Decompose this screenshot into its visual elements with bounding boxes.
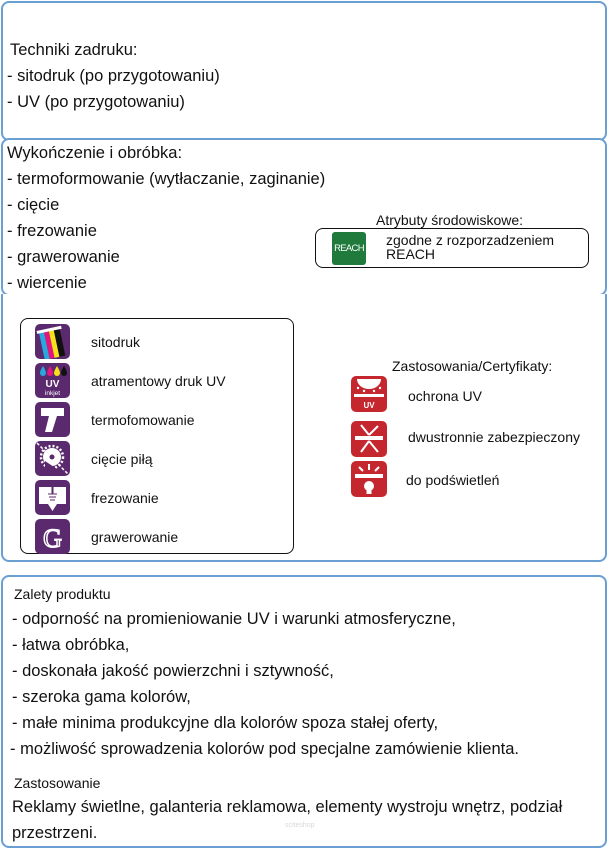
processing-icons-panel — [20, 318, 294, 554]
processing-label: cięcie piłą — [91, 451, 153, 467]
processing-label: frezowanie — [91, 490, 159, 506]
printing-item: - sitodruk (po przygotowaniu) — [7, 67, 220, 85]
advantage-item: - odporność na promieniowanie UV i warunki atmosferyczne, — [12, 610, 456, 628]
certificate-label: do podświetleń — [406, 472, 500, 488]
advantages-section — [1, 575, 607, 848]
processing-label: sitodruk — [91, 334, 141, 350]
reach-text — [386, 233, 554, 261]
advantage-item: - małe minima produkcyjne dla kolorów spoza stałej oferty, — [12, 714, 439, 732]
advantages-title: Zalety produktu — [14, 586, 111, 602]
uv-inkjet-icon — [35, 363, 70, 398]
uv-inkjet-icon-text: UV — [45, 379, 60, 390]
advantage-item: - doskonała jakość powierzchni i sztywność, — [12, 662, 334, 680]
application-title: Zastosowanie — [14, 775, 101, 791]
certificate-label: ochrona UV — [408, 388, 482, 404]
engraving-icon-text: G — [43, 524, 62, 553]
printing-techniques-section — [1, 1, 607, 141]
application-text-line2: przestrzeni. — [12, 824, 98, 842]
reach-logo-icon: REACH — [332, 232, 366, 265]
saw-cutting-icon — [35, 441, 70, 476]
printing-title: Techniki zadruku: — [10, 41, 138, 59]
uv-protection-icon-text: UV — [363, 401, 375, 410]
processing-label: termofomowanie — [91, 412, 195, 428]
uv-inkjet-icon-subtext: inkjet — [44, 390, 61, 397]
processing-label: atramentowy druk UV — [91, 373, 226, 389]
finishing-item: - termoformowanie (wytłaczanie, zaginanie) — [7, 170, 326, 188]
environment-title: Atrybuty środowiskowe: — [376, 212, 524, 228]
icons-section — [1, 294, 607, 562]
advantage-item: - możliwość sprowadzenia kolorów pod specjalne zamówienie klienta. — [10, 740, 519, 758]
advantage-item: - szeroka gama kolorów, — [12, 688, 191, 706]
finishing-item: - cięcie — [7, 196, 60, 214]
watermark: sciteshop — [285, 822, 315, 829]
reach-text-line2: REACH — [386, 246, 436, 262]
thermoforming-icon — [35, 402, 70, 437]
finishing-item: - frezowanie — [7, 222, 97, 240]
application-text-line1: Reklamy świetlne, galanteria reklamowa, elementy wystroju wnętrz, podział — [12, 798, 563, 816]
finishing-section — [1, 138, 607, 296]
backlight-icon — [351, 461, 387, 497]
certificate-label: dwustronnie zabezpieczony — [408, 429, 580, 445]
uv-protection-icon — [351, 376, 387, 412]
double-sided-protection-icon — [351, 421, 387, 457]
processing-label: grawerowanie — [91, 529, 179, 545]
engraving-icon — [35, 519, 70, 554]
screen-print-icon — [35, 324, 70, 359]
certificates-title: Zastosowania/Certyfikaty: — [392, 358, 553, 374]
reach-badge — [315, 228, 589, 268]
reach-text-line1: zgodne z rozporzadzeniem — [386, 232, 555, 248]
finishing-item: - grawerowanie — [7, 248, 120, 266]
finishing-item: - wiercenie — [7, 274, 87, 292]
advantage-item: - łatwa obróbka, — [12, 636, 130, 654]
printing-item: - UV (po przygotowaniu) — [7, 93, 185, 111]
finishing-title: Wykończenie i obróbka: — [7, 144, 183, 162]
milling-icon — [35, 480, 70, 515]
